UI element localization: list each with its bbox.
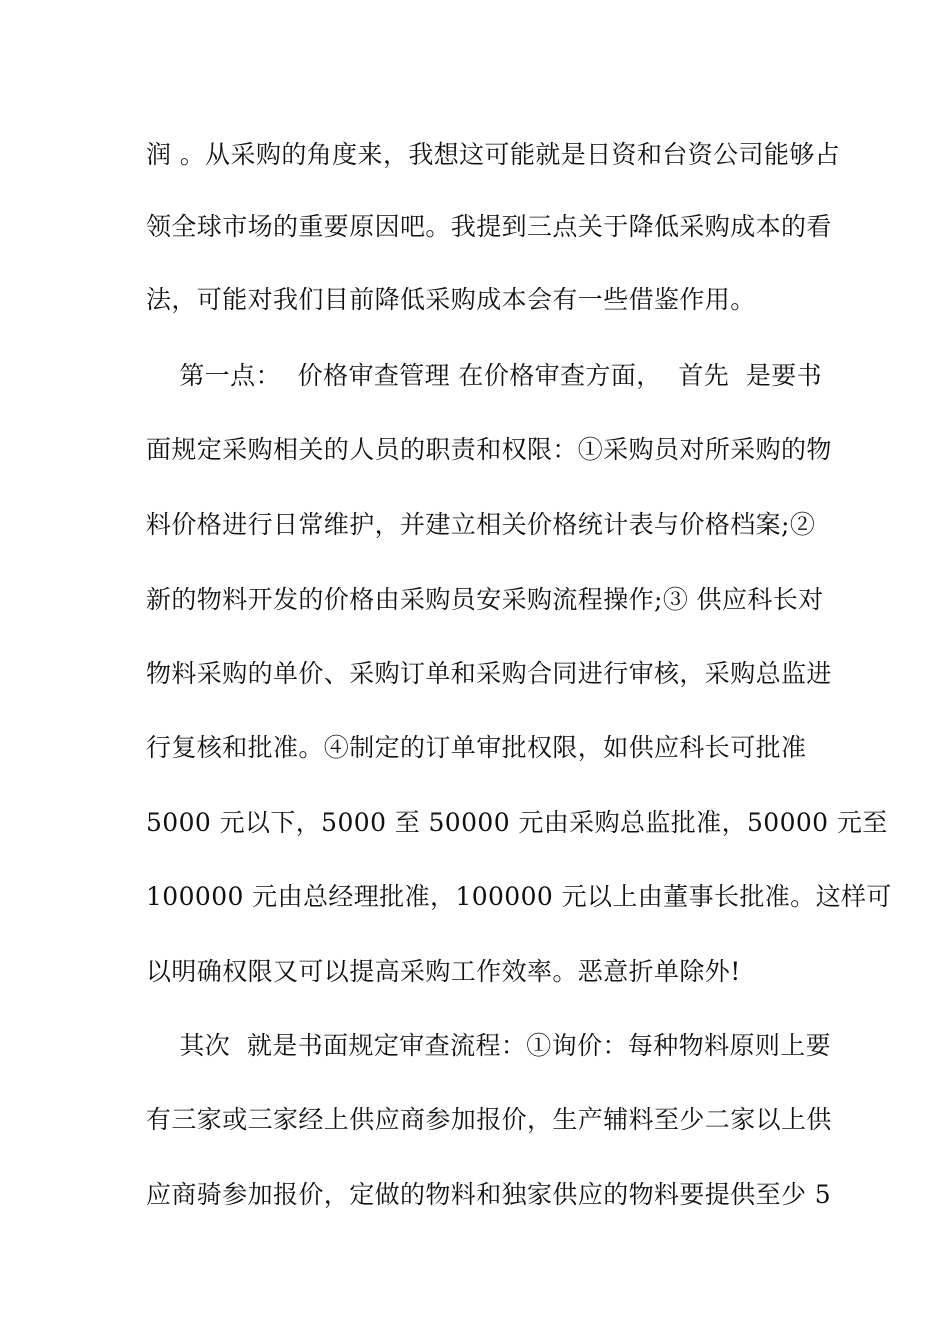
text-line-11: 100000 元由总经理批准，100000 元以上由董事长批准。这样可 xyxy=(146,882,892,911)
text-line-5: 面规定采购相关的人员的职责和权限：①采购员对所采购的物 xyxy=(146,435,832,464)
text-line-14: 有三家或三家经上供应商参加报价，生产辅料至少二家以上供 xyxy=(146,1105,832,1134)
text-line-12: 以明确权限又可以提高采购工作效率。恶意折单除外! xyxy=(146,957,741,986)
text-line-1: 润 。从采购的角度来，我想这可能就是日资和台资公司能够占 xyxy=(146,140,841,169)
text-line-13: 其次 就是书面规定审查流程：①询价：每种物料原则上要 xyxy=(146,1031,832,1060)
text-line-4: 第一点： 价格审查管理 在价格审查方面， 首先 是要书 xyxy=(146,361,823,390)
text-line-3: 法，可能对我们目前降低采购成本会有一些借鉴作用。 xyxy=(146,285,756,314)
text-line-2: 领全球市场的重要原因吧。我提到三点关于降低采购成本的看 xyxy=(146,212,832,241)
text-line-6: 料价格进行日常维护，并建立相关价格统计表与价格档案;② xyxy=(146,510,816,539)
text-line-7: 新的物料开发的价格由采购员安采购流程操作;③ 供应科长对 xyxy=(146,585,824,614)
text-line-9: 行复核和批准。④制定的订单审批权限，如供应科长可批准 xyxy=(146,733,807,762)
text-line-10: 5000 元以下，5000 至 50000 元由采购总监批准，50000 元至 xyxy=(146,808,888,837)
text-line-15: 应商骑参加报价，定做的物料和独家供应的物料要提供至少 5 xyxy=(146,1180,832,1209)
text-line-8: 物料采购的单价、采购订单和采购合同进行审核，采购总监进 xyxy=(146,659,832,688)
